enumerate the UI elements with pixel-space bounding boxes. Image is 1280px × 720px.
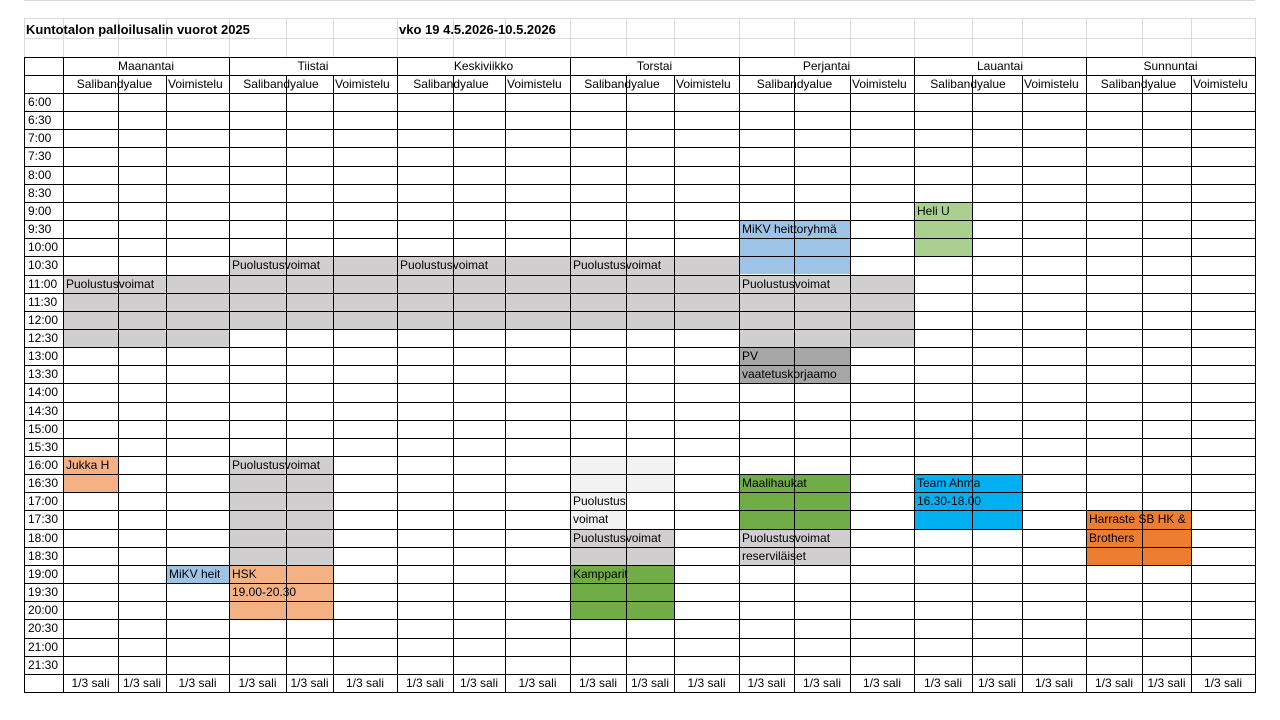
row-line <box>24 402 1256 403</box>
sheet-title[interactable]: Kuntotalon palloilusalin vuorot 2025 <box>26 22 250 37</box>
day-header[interactable]: Torstai <box>636 59 673 73</box>
col-line <box>674 75 675 693</box>
day-header[interactable]: Sunnuntai <box>1143 59 1198 73</box>
time-label[interactable]: 14:00 <box>28 385 59 400</box>
area-header[interactable]: Salibandyalue <box>243 77 319 91</box>
booking-label[interactable]: Puolustus <box>573 494 626 509</box>
time-label[interactable]: 11:30 <box>28 294 58 309</box>
col-line <box>739 57 740 693</box>
grid-line <box>1022 18 1023 57</box>
footer-capacity-label[interactable]: 1/3 sali <box>1034 675 1074 690</box>
booking-cell <box>63 329 229 347</box>
booking-label-secondary[interactable]: 16.30-18.00 <box>917 494 982 509</box>
day-header[interactable]: Tiistai <box>297 59 329 73</box>
booking-cell <box>570 456 674 474</box>
booking-label[interactable]: Puolustusvoimat <box>742 530 831 545</box>
booking-label[interactable]: HSK <box>232 566 257 581</box>
area-header[interactable]: Voimistelu <box>1193 77 1248 91</box>
col-line <box>333 75 334 693</box>
booking-label-secondary[interactable]: Brothers <box>1089 530 1135 545</box>
col-line <box>229 57 230 693</box>
grid-line <box>24 18 1255 19</box>
row-line <box>24 420 1256 421</box>
row-line <box>24 111 1256 112</box>
grid-line <box>1255 18 1256 57</box>
row-line <box>24 329 1256 330</box>
booking-label-secondary[interactable]: 19.00-20.30 <box>232 585 297 600</box>
time-label[interactable]: 21:30 <box>28 657 59 672</box>
time-label[interactable]: 8:30 <box>28 185 52 200</box>
booking-label[interactable]: Puolustusvoimat <box>66 276 155 291</box>
booking-label[interactable]: Puolustusvoimat <box>400 258 489 273</box>
col-line <box>24 57 25 693</box>
row-line <box>24 202 1256 203</box>
booking-label[interactable]: Maalihaukat <box>742 476 807 491</box>
row-line <box>24 93 1256 94</box>
grid-line <box>24 18 25 57</box>
time-label[interactable]: 20:00 <box>28 603 59 618</box>
booking-label[interactable]: Harraste SB HK & <box>1089 512 1186 527</box>
row-line <box>24 492 1256 493</box>
time-label[interactable]: 19:00 <box>28 566 59 581</box>
footer-capacity-label[interactable]: 1/3 sali <box>345 675 385 690</box>
area-header[interactable]: Salibandyalue <box>413 77 489 91</box>
time-label[interactable]: 7:00 <box>28 131 52 146</box>
time-label[interactable]: 7:30 <box>28 149 52 164</box>
col-line <box>626 75 627 693</box>
row-line <box>24 220 1256 221</box>
row-line <box>24 547 1256 548</box>
area-header[interactable]: Voimistelu <box>168 77 223 91</box>
booking-label[interactable]: PV <box>742 349 759 364</box>
time-label[interactable]: 14:30 <box>28 403 59 418</box>
booking-label[interactable]: Team Ahma <box>917 476 981 491</box>
row-line <box>24 347 1256 348</box>
booking-label[interactable]: Kampparit <box>573 566 628 581</box>
footer-capacity-label[interactable]: 1/3 sali <box>862 675 902 690</box>
footer-capacity-label[interactable]: 1/3 sali <box>977 675 1017 690</box>
grid-line <box>1086 18 1087 57</box>
booking-label[interactable]: MiKV heittoryhmä <box>742 222 837 237</box>
booking-label[interactable]: Jukka H <box>66 458 110 472</box>
day-header[interactable]: Maanantai <box>117 59 175 73</box>
booking-label[interactable]: Heli U <box>917 203 950 218</box>
footer-capacity-label[interactable]: 1/3 sali <box>578 675 618 690</box>
area-header[interactable]: Salibandyalue <box>756 77 833 91</box>
footer-capacity-label[interactable]: 1/3 sali <box>71 675 110 690</box>
time-label[interactable]: 10:00 <box>28 240 59 255</box>
time-label[interactable]: 9:00 <box>28 203 52 218</box>
time-label[interactable]: 8:00 <box>28 167 52 182</box>
footer-capacity-label[interactable]: 1/3 sali <box>687 675 726 690</box>
grid-line <box>914 18 915 57</box>
area-header[interactable]: Salibandyalue <box>930 77 1006 91</box>
col-line <box>118 75 119 693</box>
col-line <box>1142 75 1143 693</box>
grid-line <box>626 18 627 57</box>
time-label[interactable]: 12:00 <box>28 312 59 327</box>
grid-line <box>1191 18 1192 57</box>
booking-label[interactable]: Puolustusvoimat <box>573 530 662 545</box>
time-label[interactable]: 6:30 <box>28 113 52 128</box>
row-line <box>24 184 1256 185</box>
booking-label[interactable]: Puolustusvoimat <box>232 458 321 472</box>
time-label[interactable]: 18:30 <box>28 548 59 563</box>
col-line <box>914 57 915 693</box>
grid-line <box>333 18 334 57</box>
row-line <box>24 293 1256 294</box>
grid-line <box>794 18 795 57</box>
time-label[interactable]: 15:00 <box>28 421 59 436</box>
row-line <box>24 601 1256 602</box>
col-line <box>505 75 506 693</box>
grid-line <box>674 18 675 57</box>
grid-line <box>570 18 571 57</box>
footer-capacity-label[interactable]: 1/3 sali <box>405 675 445 690</box>
row-line <box>24 619 1256 620</box>
area-header[interactable]: Salibandyalue <box>584 77 660 91</box>
footer-capacity-label[interactable]: 1/3 sali <box>178 675 217 690</box>
footer-capacity-label[interactable]: 1/3 sali <box>747 675 786 690</box>
booking-label-secondary[interactable]: reserviläiset <box>742 548 807 563</box>
footer-capacity-label[interactable]: 1/3 sali <box>923 675 963 690</box>
grid-line <box>850 18 851 57</box>
row-line <box>24 583 1256 584</box>
row-line <box>24 238 1256 239</box>
footer-capacity-label[interactable]: 1/3 sali <box>290 675 329 690</box>
day-header[interactable]: Lauantai <box>976 59 1024 73</box>
footer-capacity-label[interactable]: 1/3 sali <box>459 675 499 690</box>
booking-label[interactable]: Puolustusvoimat <box>742 276 831 291</box>
row-line <box>24 147 1256 148</box>
footer-capacity-label[interactable]: 1/3 sali <box>122 675 162 690</box>
area-header[interactable]: Voimistelu <box>1024 77 1079 91</box>
footer-capacity-label[interactable]: 1/3 sali <box>802 675 842 690</box>
area-header[interactable]: Voimistelu <box>507 77 562 91</box>
time-label[interactable]: 17:00 <box>28 494 59 509</box>
week-label[interactable]: vko 19 4.5.2026-10.5.2026 <box>399 22 556 37</box>
grid-line <box>739 18 740 57</box>
row-line <box>24 166 1256 167</box>
booking-label[interactable]: Puolustusvoimat <box>232 258 321 273</box>
row-line <box>24 311 1256 312</box>
grid-line <box>1142 18 1143 57</box>
footer-capacity-label[interactable]: 1/3 sali <box>518 675 557 690</box>
col-line <box>453 75 454 693</box>
time-label[interactable]: 16:00 <box>28 458 59 472</box>
time-label[interactable]: 13:00 <box>28 349 59 364</box>
row-line <box>24 656 1256 657</box>
col-line <box>570 57 571 693</box>
col-line <box>1022 75 1023 693</box>
col-line <box>63 57 64 693</box>
booking-label-secondary[interactable]: voimat <box>573 512 609 527</box>
row-line <box>24 438 1256 439</box>
time-label[interactable]: 10:30 <box>28 258 59 273</box>
grid-line <box>24 0 1255 1</box>
row-line <box>24 129 1256 130</box>
area-header[interactable]: Voimistelu <box>335 77 390 91</box>
time-label[interactable]: 20:30 <box>28 621 59 636</box>
row-line <box>24 638 1256 639</box>
col-line <box>794 75 795 693</box>
table-border <box>24 692 1256 693</box>
time-label[interactable]: 11:00 <box>28 276 58 291</box>
col-line <box>972 75 973 693</box>
time-label[interactable]: 17:30 <box>28 512 59 527</box>
time-label[interactable]: 21:00 <box>28 639 59 654</box>
time-label[interactable]: 19:30 <box>28 585 59 600</box>
area-header[interactable]: Salibandyalue <box>76 77 153 91</box>
col-line <box>397 57 398 693</box>
row-line <box>24 275 1256 276</box>
row-line <box>24 456 1256 457</box>
row-line <box>24 365 1256 366</box>
footer-capacity-label[interactable]: 1/3 sali <box>1147 675 1186 690</box>
col-line <box>1255 57 1256 693</box>
booking-label-secondary[interactable]: vaatetuskorjaamo <box>742 367 837 382</box>
booking-label[interactable]: Puolustusvoimat <box>573 258 662 273</box>
col-line <box>1191 75 1192 693</box>
time-label[interactable]: 16:30 <box>28 476 59 491</box>
booking-label[interactable]: MiKV heit <box>169 566 221 581</box>
day-header[interactable]: Keskiviikko <box>453 59 514 73</box>
area-header[interactable]: Voimistelu <box>676 77 731 91</box>
footer-capacity-label[interactable]: 1/3 sali <box>630 675 670 690</box>
time-label[interactable]: 18:00 <box>28 530 59 545</box>
footer-capacity-label[interactable]: 1/3 sali <box>1094 675 1134 690</box>
col-line <box>850 75 851 693</box>
row-line <box>24 383 1256 384</box>
col-line <box>1086 57 1087 693</box>
time-label[interactable]: 6:00 <box>28 95 52 109</box>
booking-cell <box>570 474 674 492</box>
area-header[interactable]: Voimistelu <box>852 77 907 91</box>
time-label[interactable]: 12:30 <box>28 330 59 345</box>
grid-line <box>972 18 973 57</box>
time-label[interactable]: 15:30 <box>28 439 59 454</box>
row-line <box>24 510 1256 511</box>
col-line <box>166 75 167 693</box>
grid-line <box>286 18 287 57</box>
row-line <box>24 474 1256 475</box>
day-header[interactable]: Perjantai <box>802 59 851 73</box>
time-label[interactable]: 9:30 <box>28 222 52 237</box>
time-label[interactable]: 13:30 <box>28 367 59 382</box>
area-header[interactable]: Salibandyalue <box>1100 77 1177 91</box>
footer-capacity-label[interactable]: 1/3 sali <box>1203 675 1243 690</box>
footer-capacity-label[interactable]: 1/3 sali <box>238 675 277 690</box>
grid-line <box>397 18 398 57</box>
